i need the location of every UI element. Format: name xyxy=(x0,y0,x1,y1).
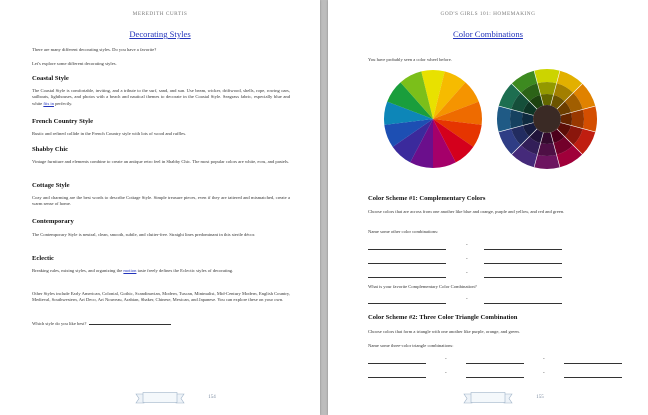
ribbon-icon xyxy=(134,391,186,406)
answer-line[interactable] xyxy=(368,244,446,250)
page-title: Decorating Styles xyxy=(129,29,191,39)
dash: - xyxy=(543,357,545,362)
section-heading-shabby-chic: Shabby Chic xyxy=(32,146,69,153)
fits-in-link[interactable]: fits in xyxy=(43,100,54,106)
shabby-chic-paragraph: Vintage furniture and elements combine to create an antique retro feel in Shabby Chic. The most popular colors are white, ecru, and pastels. xyxy=(32,159,290,164)
wheel-intro-text: You have probably seen a color wheel before. xyxy=(368,57,452,62)
answer-row xyxy=(368,298,604,304)
answer-line[interactable] xyxy=(466,358,524,364)
answer-row xyxy=(368,244,604,250)
answer-line[interactable] xyxy=(368,372,426,378)
left-page xyxy=(0,0,320,415)
page-number: 154 xyxy=(208,395,216,400)
complementary-prompt: Name some other color combinations: xyxy=(368,229,439,234)
answer-line[interactable] xyxy=(484,244,562,250)
coastal-text-end: perfectly. xyxy=(53,100,73,106)
answer-line[interactable] xyxy=(368,258,446,264)
running-head: MEREDITH CURTIS xyxy=(132,11,188,17)
answer-line[interactable] xyxy=(368,272,446,278)
cottage-paragraph: Cozy and charming are the best words to describe Cottage Style. Simple treasure pieces, even if they are tattered and mismatched, create a warm sense of home. xyxy=(32,195,290,207)
page-number: 155 xyxy=(536,395,544,400)
answer-line[interactable] xyxy=(484,272,562,278)
wheel-center xyxy=(533,105,561,133)
intro-text-2: Let's explore some different decorating styles. xyxy=(32,61,117,66)
answer-line[interactable] xyxy=(466,372,524,378)
answer-line[interactable] xyxy=(564,358,622,364)
triangle-prompt: Name some three-color triangle combinations: xyxy=(368,343,454,348)
dash: - xyxy=(445,357,447,362)
answer-line[interactable] xyxy=(368,358,426,364)
section-heading-triangle: Color Scheme #2: Three Color Triangle Combination xyxy=(368,314,518,321)
answer-row xyxy=(368,358,630,364)
dash: - xyxy=(543,371,545,376)
tonal-color-wheel xyxy=(496,68,598,170)
section-heading-eclectic: Eclectic xyxy=(32,255,54,262)
answer-line[interactable] xyxy=(484,258,562,264)
basic-color-wheel xyxy=(382,68,484,170)
other-styles-paragraph: Other Styles include Early American, Colonial, Gothic, Scandinavian, Modern, Tuscan, Minimalist, Mid-Century Modern, English Country, Medieval, Southwestern, Art Deco, Art Nouveau, Arabian, Shaker, Chinese, Mexican, and Japanese. You can explore these on your own. xyxy=(32,291,290,303)
favorite-style-question xyxy=(32,320,290,327)
right-page xyxy=(328,0,648,415)
dash: - xyxy=(466,297,468,302)
section-heading-cottage: Cottage Style xyxy=(32,182,70,189)
page-number-banner xyxy=(134,391,216,406)
wheel-segment-outer xyxy=(534,69,560,83)
answer-line[interactable] xyxy=(564,372,622,378)
dash: - xyxy=(445,371,447,376)
dash: - xyxy=(466,243,468,248)
ribbon-icon xyxy=(462,391,514,406)
intro-text: There are many different decorating styles. Do you have a favorite? xyxy=(32,47,157,52)
answer-row xyxy=(368,272,604,278)
section-heading-french-country: French Country Style xyxy=(32,118,94,125)
dash: - xyxy=(466,271,468,276)
answer-line[interactable] xyxy=(368,298,446,304)
eclectic-text: Breaking rules, mixing styles, and organizing the xyxy=(32,268,124,273)
question-text: Which style do you like best? xyxy=(32,321,87,326)
eclectic-paragraph xyxy=(32,268,290,274)
wheel-segment-outer xyxy=(497,106,511,132)
page-title: Color Combinations xyxy=(453,29,523,39)
answer-line[interactable] xyxy=(89,320,171,325)
section-heading-contemporary: Contemporary xyxy=(32,218,74,225)
complementary-paragraph: Choose colors that are across from one another like blue and orange, purple and yellow, and red and green. xyxy=(368,209,565,214)
answer-row xyxy=(368,258,604,264)
page-number-banner xyxy=(462,391,544,406)
french-country-paragraph: Rustic and refined collide in the French Country style with lots of wood and ruffles. xyxy=(32,131,187,136)
answer-line[interactable] xyxy=(484,298,562,304)
contemporary-paragraph: The Contemporary Style is neutral, clean, smooth, subtle, and clutter-free. Straight lines predominant in this sterile décor. xyxy=(32,232,256,237)
wheel-segment-outer xyxy=(534,155,560,169)
eclectic-text-end: taste freely defines the Eclectic styles of decorating. xyxy=(136,268,234,273)
coastal-paragraph xyxy=(32,88,290,107)
section-heading-complementary: Color Scheme #1: Complementary Colors xyxy=(368,195,486,202)
dash: - xyxy=(466,257,468,262)
wheel-segment-outer xyxy=(583,106,597,132)
triangle-paragraph: Choose colors that form a triangle with one another like purple, orange, and green. xyxy=(368,329,520,334)
section-heading-coastal: Coastal Style xyxy=(32,75,69,82)
motion-link[interactable]: motion xyxy=(123,268,137,273)
running-head: GOD'S GIRLS 101: HOMEMAKING xyxy=(440,11,536,17)
coastal-text: The Coastal Style is comfortable, inviting, and a tribute to the surf, sand, and sun. Use beam, wicker, driftwood, shells, rope, rowing oars, sailboats, lighthouses, and photos with a beach and nautical themes to decorate in the Coastal Style. Seagrass fabric, especially blue and white xyxy=(32,88,290,106)
answer-row xyxy=(368,372,630,378)
favorite-complementary-question: What is your favorite Complementary Color Combination? xyxy=(368,284,477,289)
